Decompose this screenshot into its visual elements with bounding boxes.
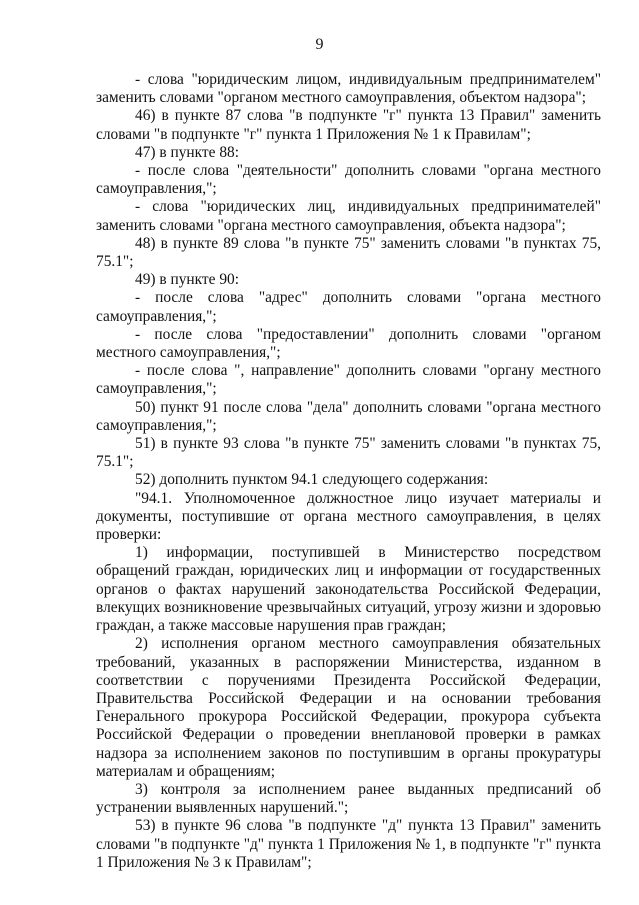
paragraph: 3) контроля за исполнением ранее выданных предписаний об устранении выявленных нарушений."; bbox=[96, 780, 601, 817]
paragraph: - после слова "деятельности" дополнить словами "органа местного самоуправления,"; bbox=[96, 162, 601, 198]
paragraph: - слова "юридических лиц, индивидуальных предпринимателей" заменить словами "органа местного самоуправления, объекта надзора"; bbox=[96, 198, 601, 234]
paragraph: 47) в пункте 88: bbox=[135, 143, 239, 161]
paragraph: 46) в пункте 87 слова "в подпункте "г" пункта 13 Правил" заменить словами "в подпункте "г" пункта 1 Приложения № 1 к Правилам"; bbox=[96, 107, 601, 143]
paragraph: 50) пункт 91 после слова "дела" дополнить словами "органа местного самоуправления,"; bbox=[96, 398, 601, 434]
paragraph: 51) в пункте 93 слова "в пункте 75" заменить словами "в пунктах 75, 75.1"; bbox=[96, 435, 601, 471]
paragraph: - слова "юридическим лицом, индивидуальным предпринимателем" заменить словами "органом местного самоуправления, объектом надзора"; bbox=[96, 71, 601, 107]
document-body bbox=[96, 71, 601, 872]
paragraph: - после слова "адрес" дополнить словами "органа местного самоуправления,"; bbox=[96, 289, 601, 325]
paragraph: - после слова "предоставлении" дополнить словами "органом местного самоуправления,"; bbox=[96, 325, 601, 362]
paragraph: 48) в пункте 89 слова "в пункте 75" заменить словами "в пунктах 75, 75.1"; bbox=[96, 234, 601, 271]
paragraph: 49) в пункте 90: bbox=[135, 271, 239, 289]
page-number: 9 bbox=[315, 36, 324, 53]
paragraph: "94.1. Уполномоченное должностное лицо изучает материалы и документы, поступившие от органа местного самоуправления, в целях проверки: bbox=[96, 489, 601, 544]
paragraph: - после слова ", направление" дополнить словами "органу местного самоуправления,"; bbox=[96, 362, 601, 398]
paragraph: 52) дополнить пунктом 94.1 следующего содержания: bbox=[135, 471, 489, 489]
paragraph: 53) в пункте 96 слова "в подпункте "д" пункта 13 Правил" заменить словами "в подпункте "д" пункта 1 Приложения № 1, в подпункте "г" пункта 1 Приложения № 3 к Правилам"; bbox=[96, 817, 601, 871]
paragraph: 2) исполнения органом местного самоуправления обязательных требований, указанных в распоряжении Министерства, изданном в соответствии с поручениями Президента Российской Федерации, Правительства Российской Федерации и на основании требования Генерального прокурора Российской Федерации, прокурора субъекта Российской Федерации о проведении внеплановой проверки в рамках надзора за исполнением законов по поступившим в органы прокуратуры материалам и обращениям; bbox=[96, 635, 601, 780]
paragraph: 1) информации, поступившей в Министерство посредством обращений граждан, юридических лиц и информации от государственных органов о фактах нарушений законодательства Российской Федерации, влекущих возникновение чрезвычайных ситуаций, угрозу жизни и здоровью граждан, а также массовые нарушения прав граждан; bbox=[96, 544, 601, 635]
